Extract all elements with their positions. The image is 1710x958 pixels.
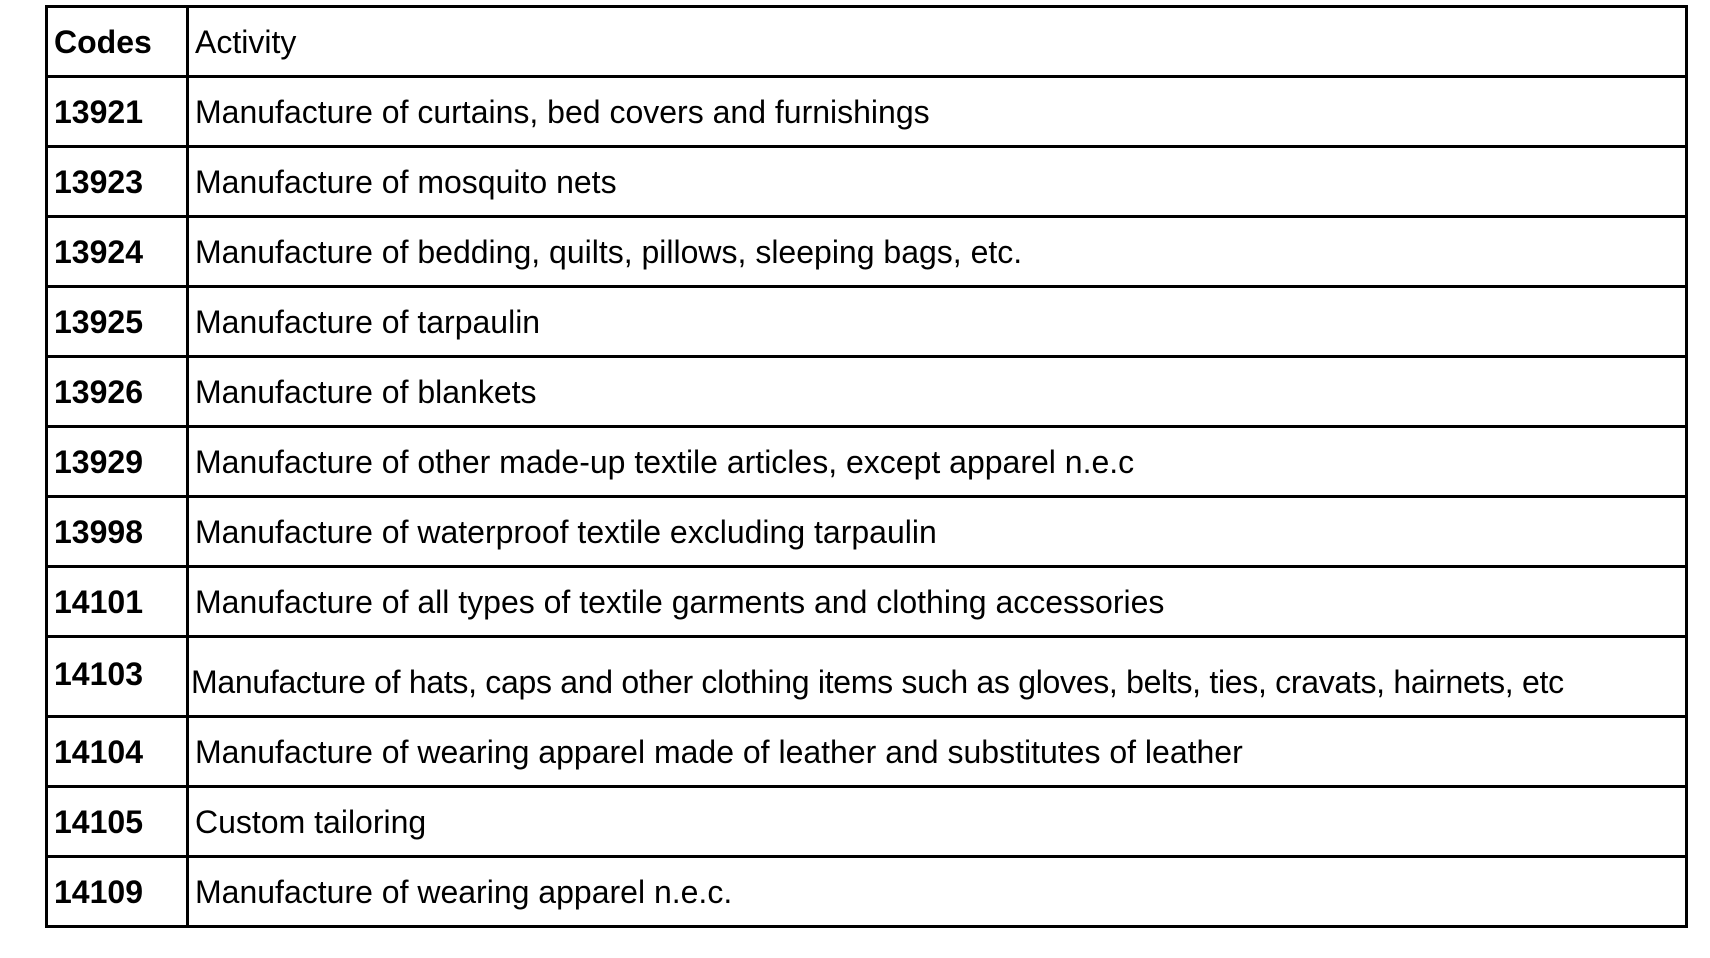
activity-cell: Manufacture of tarpaulin — [188, 287, 1687, 357]
code-cell: 14105 — [47, 787, 188, 857]
activity-cell: Manufacture of all types of textile garments and clothing accessories — [188, 567, 1687, 637]
header-activity: Activity — [188, 7, 1687, 77]
table-row — [47, 787, 1687, 857]
code-cell: 13926 — [47, 357, 188, 427]
table-row — [47, 567, 1687, 637]
activity-cell — [188, 637, 1687, 717]
code-cell: 13929 — [47, 427, 188, 497]
activity-cell: Manufacture of wearing apparel n.e.c. — [188, 857, 1687, 927]
activity-cell: Manufacture of other made-up textile articles, except apparel n.e.c — [188, 427, 1687, 497]
code-cell: 13998 — [47, 497, 188, 567]
activity-text: Manufacture of hats, caps and other clothing items such as gloves, belts, ties, cravats, hairnets, etc — [191, 663, 1564, 700]
activity-cell: Manufacture of wearing apparel made of leather and substitutes of leather — [188, 717, 1687, 787]
table-row — [47, 427, 1687, 497]
table-row — [47, 287, 1687, 357]
code-cell: 14109 — [47, 857, 188, 927]
activity-cell: Manufacture of mosquito nets — [188, 147, 1687, 217]
table-row — [47, 637, 1687, 717]
activity-cell: Manufacture of curtains, bed covers and furnishings — [188, 77, 1687, 147]
activity-codes-table — [45, 5, 1688, 928]
code-cell: 13923 — [47, 147, 188, 217]
table-row — [47, 217, 1687, 287]
code-cell: 14101 — [47, 567, 188, 637]
activity-cell: Manufacture of waterproof textile excluding tarpaulin — [188, 497, 1687, 567]
table-row — [47, 497, 1687, 567]
table-row — [47, 717, 1687, 787]
header-codes: Codes — [47, 7, 188, 77]
code-cell: 13924 — [47, 217, 188, 287]
table-row — [47, 77, 1687, 147]
table-row — [47, 857, 1687, 927]
code-cell: 14103 — [47, 637, 188, 717]
code-cell: 13921 — [47, 77, 188, 147]
code-cell: 13925 — [47, 287, 188, 357]
activity-cell: Custom tailoring — [188, 787, 1687, 857]
activity-cell: Manufacture of bedding, quilts, pillows, sleeping bags, etc. — [188, 217, 1687, 287]
table-header-row — [47, 7, 1687, 77]
table-row — [47, 357, 1687, 427]
activity-codes-table-container — [45, 5, 1688, 928]
code-cell: 14104 — [47, 717, 188, 787]
table-row — [47, 147, 1687, 217]
activity-cell: Manufacture of blankets — [188, 357, 1687, 427]
